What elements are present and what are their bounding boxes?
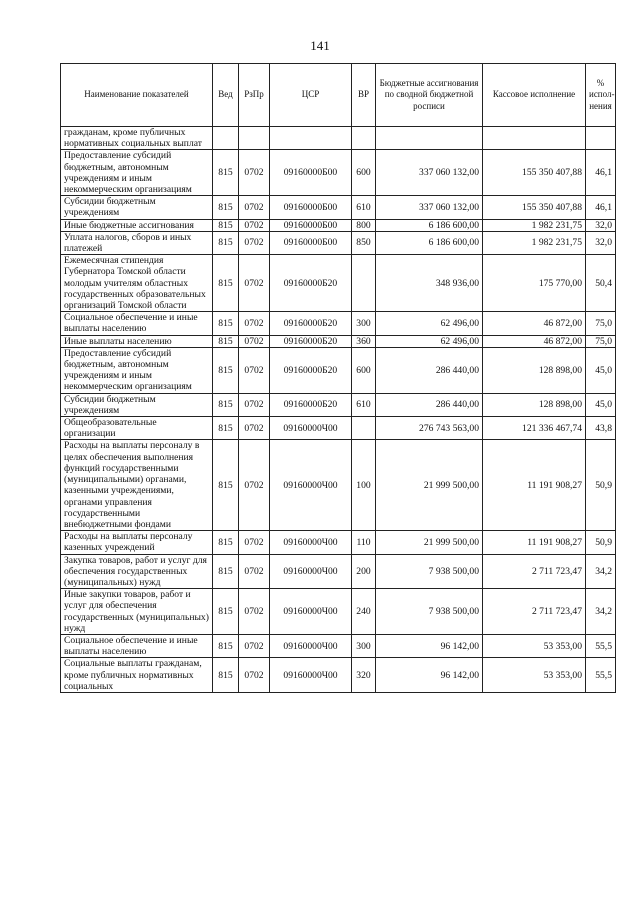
cell-csr: 09160000Ч00 (270, 554, 352, 589)
cell-rzpr: 0702 (239, 554, 270, 589)
cell-execution-percent (586, 127, 616, 150)
cell-ved: 815 (213, 440, 239, 531)
cell-indicator-name: Иные выплаты населению (61, 335, 213, 347)
budget-execution-table (60, 63, 616, 693)
cell-csr: 09160000Б00 (270, 219, 352, 231)
cell-cash-execution: 2 711 723,47 (483, 589, 586, 635)
header-cash-execution: Кассовое исполнение (483, 64, 586, 127)
cell-csr: 09160000Ч00 (270, 634, 352, 657)
header-vr: ВР (352, 64, 376, 127)
cell-vr: 600 (352, 347, 376, 393)
cell-rzpr: 0702 (239, 231, 270, 254)
cell-csr: 09160000Ч00 (270, 440, 352, 531)
cell-ved: 815 (213, 335, 239, 347)
cell-rzpr: 0702 (239, 531, 270, 554)
header-csr: ЦСР (270, 64, 352, 127)
table-row (61, 255, 616, 312)
cell-execution-percent: 32,0 (586, 231, 616, 254)
cell-csr: 09160000Б20 (270, 312, 352, 335)
table-row (61, 150, 616, 196)
cell-indicator-name: Субсидии бюджетным учреждениям (61, 393, 213, 416)
cell-execution-percent: 45,0 (586, 347, 616, 393)
cell-execution-percent: 34,2 (586, 589, 616, 635)
cell-ved: 815 (213, 150, 239, 196)
table-row (61, 417, 616, 440)
cell-indicator-name: Социальное обеспечение и иные выплаты населению (61, 312, 213, 335)
cell-rzpr: 0702 (239, 393, 270, 416)
cell-csr: 09160000Б20 (270, 255, 352, 312)
cell-rzpr: 0702 (239, 589, 270, 635)
table-row (61, 634, 616, 657)
cell-execution-percent: 43,8 (586, 417, 616, 440)
cell-vr: 320 (352, 658, 376, 693)
cell-csr: 09160000Б00 (270, 231, 352, 254)
cell-indicator-name: Субсидии бюджетным учреждениям (61, 196, 213, 219)
cell-budget-assignments (376, 127, 483, 150)
cell-indicator-name: Уплата налогов, сборов и иных платежей (61, 231, 213, 254)
cell-csr: 09160000Б00 (270, 150, 352, 196)
cell-execution-percent: 75,0 (586, 312, 616, 335)
cell-indicator-name: Расходы на выплаты персоналу казенных учреждений (61, 531, 213, 554)
table-row (61, 231, 616, 254)
cell-vr: 850 (352, 231, 376, 254)
cell-indicator-name: Социальные выплаты гражданам, кроме публичных нормативных социальных (61, 658, 213, 693)
cell-vr (352, 127, 376, 150)
cell-rzpr: 0702 (239, 255, 270, 312)
cell-cash-execution: 11 191 908,27 (483, 531, 586, 554)
cell-ved: 815 (213, 658, 239, 693)
cell-execution-percent: 46,1 (586, 150, 616, 196)
cell-ved: 815 (213, 219, 239, 231)
table-row (61, 196, 616, 219)
cell-cash-execution: 155 350 407,88 (483, 196, 586, 219)
cell-csr: 09160000Ч00 (270, 658, 352, 693)
cell-budget-assignments: 6 186 600,00 (376, 219, 483, 231)
table-row (61, 440, 616, 531)
cell-vr (352, 417, 376, 440)
cell-indicator-name: гражданам, кроме публичных нормативных социальных выплат (61, 127, 213, 150)
cell-indicator-name: Иные бюджетные ассигнования (61, 219, 213, 231)
cell-vr: 360 (352, 335, 376, 347)
cell-budget-assignments: 286 440,00 (376, 347, 483, 393)
cell-vr: 100 (352, 440, 376, 531)
cell-rzpr (239, 127, 270, 150)
cell-budget-assignments: 7 938 500,00 (376, 554, 483, 589)
header-budget-assignments: Бюджетные ассигнования по сводной бюджетной росписи (376, 64, 483, 127)
cell-rzpr: 0702 (239, 312, 270, 335)
cell-vr: 610 (352, 393, 376, 416)
cell-indicator-name: Социальное обеспечение и иные выплаты населению (61, 634, 213, 657)
cell-ved: 815 (213, 312, 239, 335)
cell-rzpr: 0702 (239, 634, 270, 657)
cell-ved: 815 (213, 417, 239, 440)
cell-execution-percent: 50,4 (586, 255, 616, 312)
cell-budget-assignments: 62 496,00 (376, 312, 483, 335)
cell-cash-execution: 53 353,00 (483, 634, 586, 657)
cell-ved: 815 (213, 589, 239, 635)
cell-rzpr: 0702 (239, 219, 270, 231)
cell-vr: 240 (352, 589, 376, 635)
cell-ved: 815 (213, 393, 239, 416)
cell-cash-execution: 53 353,00 (483, 658, 586, 693)
page-number: 141 (310, 38, 330, 53)
cell-rzpr: 0702 (239, 150, 270, 196)
cell-cash-execution: 155 350 407,88 (483, 150, 586, 196)
cell-ved: 815 (213, 531, 239, 554)
cell-execution-percent: 75,0 (586, 335, 616, 347)
cell-cash-execution: 175 770,00 (483, 255, 586, 312)
cell-csr: 09160000Б20 (270, 335, 352, 347)
table-row (61, 554, 616, 589)
cell-vr (352, 255, 376, 312)
cell-cash-execution: 121 336 467,74 (483, 417, 586, 440)
cell-execution-percent: 45,0 (586, 393, 616, 416)
cell-budget-assignments: 96 142,00 (376, 634, 483, 657)
cell-budget-assignments: 337 060 132,00 (376, 196, 483, 219)
cell-execution-percent: 55,5 (586, 634, 616, 657)
cell-budget-assignments: 276 743 563,00 (376, 417, 483, 440)
table-row (61, 127, 616, 150)
cell-ved: 815 (213, 347, 239, 393)
cell-indicator-name: Ежемесячная стипендия Губернатора Томской области молодым учителям областных государственных образовательных организаций Томской области (61, 255, 213, 312)
cell-ved (213, 127, 239, 150)
cell-csr: 09160000Б00 (270, 196, 352, 219)
cell-vr: 200 (352, 554, 376, 589)
table-row (61, 347, 616, 393)
cell-budget-assignments: 7 938 500,00 (376, 589, 483, 635)
cell-cash-execution: 11 191 908,27 (483, 440, 586, 531)
cell-indicator-name: Общеобразовательные организации (61, 417, 213, 440)
cell-csr: 09160000Б20 (270, 393, 352, 416)
cell-execution-percent: 50,9 (586, 440, 616, 531)
cell-rzpr: 0702 (239, 335, 270, 347)
table-row (61, 393, 616, 416)
table-header-row (61, 64, 616, 127)
table-row (61, 658, 616, 693)
cell-vr: 300 (352, 312, 376, 335)
cell-budget-assignments: 6 186 600,00 (376, 231, 483, 254)
cell-budget-assignments: 62 496,00 (376, 335, 483, 347)
table-row (61, 531, 616, 554)
cell-csr (270, 127, 352, 150)
cell-rzpr: 0702 (239, 196, 270, 219)
cell-execution-percent: 34,2 (586, 554, 616, 589)
header-ved: Вед (213, 64, 239, 127)
cell-cash-execution: 128 898,00 (483, 393, 586, 416)
cell-rzpr: 0702 (239, 658, 270, 693)
cell-csr: 09160000Б20 (270, 347, 352, 393)
cell-csr: 09160000Ч00 (270, 589, 352, 635)
table-row (61, 312, 616, 335)
cell-execution-percent: 32,0 (586, 219, 616, 231)
cell-indicator-name: Предоставление субсидий бюджетным, автономным учреждениям и иным некоммерческим организациям (61, 347, 213, 393)
cell-ved: 815 (213, 634, 239, 657)
cell-execution-percent: 55,5 (586, 658, 616, 693)
cell-budget-assignments: 21 999 500,00 (376, 440, 483, 531)
header-indicator-name: Наименование показателей (61, 64, 213, 127)
cell-budget-assignments: 96 142,00 (376, 658, 483, 693)
cell-vr: 600 (352, 150, 376, 196)
cell-vr: 610 (352, 196, 376, 219)
cell-budget-assignments: 21 999 500,00 (376, 531, 483, 554)
table-row (61, 589, 616, 635)
table-row (61, 335, 616, 347)
cell-cash-execution: 46 872,00 (483, 312, 586, 335)
table-row (61, 219, 616, 231)
cell-ved: 815 (213, 231, 239, 254)
cell-cash-execution (483, 127, 586, 150)
cell-rzpr: 0702 (239, 417, 270, 440)
cell-rzpr: 0702 (239, 440, 270, 531)
cell-csr: 09160000Ч00 (270, 531, 352, 554)
cell-vr: 300 (352, 634, 376, 657)
cell-execution-percent: 50,9 (586, 531, 616, 554)
header-execution-percent: % испол-нения (586, 64, 616, 127)
table-body (61, 127, 616, 693)
cell-vr: 800 (352, 219, 376, 231)
cell-indicator-name: Предоставление субсидий бюджетным, автономным учреждениям и иным некоммерческим организациям (61, 150, 213, 196)
cell-csr: 09160000Ч00 (270, 417, 352, 440)
cell-budget-assignments: 286 440,00 (376, 393, 483, 416)
cell-execution-percent: 46,1 (586, 196, 616, 219)
cell-rzpr: 0702 (239, 347, 270, 393)
cell-budget-assignments: 348 936,00 (376, 255, 483, 312)
cell-cash-execution: 128 898,00 (483, 347, 586, 393)
cell-cash-execution: 2 711 723,47 (483, 554, 586, 589)
cell-indicator-name: Иные закупки товаров, работ и услуг для обеспечения государственных (муниципальных) нужд (61, 589, 213, 635)
cell-ved: 815 (213, 554, 239, 589)
header-rzpr: РзПр (239, 64, 270, 127)
cell-ved: 815 (213, 255, 239, 312)
cell-budget-assignments: 337 060 132,00 (376, 150, 483, 196)
cell-cash-execution: 46 872,00 (483, 335, 586, 347)
cell-cash-execution: 1 982 231,75 (483, 231, 586, 254)
cell-cash-execution: 1 982 231,75 (483, 219, 586, 231)
cell-indicator-name: Расходы на выплаты персоналу в целях обеспечения выполнения функций государственными (муниципальными) органами, казенными учреждениями, органами управления государственными внебюджетными фондами (61, 440, 213, 531)
cell-ved: 815 (213, 196, 239, 219)
cell-indicator-name: Закупка товаров, работ и услуг для обеспечения государственных (муниципальных) нужд (61, 554, 213, 589)
cell-vr: 110 (352, 531, 376, 554)
